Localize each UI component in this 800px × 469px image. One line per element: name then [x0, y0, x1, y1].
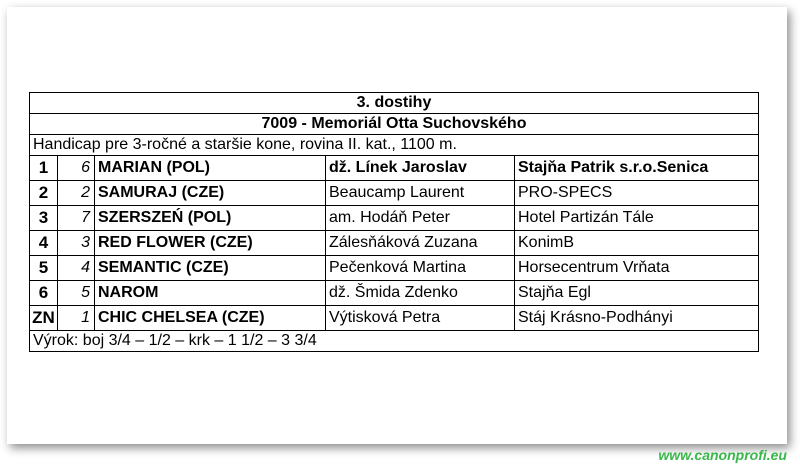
stable-name: PRO-SPECS — [515, 181, 759, 206]
placing: 6 — [30, 281, 58, 306]
jockey-name: dž. Šmida Zdenko — [326, 281, 515, 306]
placing: 2 — [30, 181, 58, 206]
placing: ZN — [30, 306, 58, 331]
stable-name: Stáj Krásno-Podhányi — [515, 306, 759, 331]
race-conditions: Handicap pre 3-ročné a staršie kone, rovina II. kat., 1100 m. — [30, 135, 759, 156]
horse-name: NAROM — [95, 281, 326, 306]
result-row — [30, 231, 759, 256]
verdict-row — [30, 331, 759, 352]
race-results-table — [29, 92, 759, 352]
stable-name: Horsecentrum Vrňata — [515, 256, 759, 281]
start-number: 6 — [58, 156, 95, 181]
jockey-name: Výtisková Petra — [326, 306, 515, 331]
horse-name: RED FLOWER (CZE) — [95, 231, 326, 256]
start-number: 7 — [58, 206, 95, 231]
horse-name: SEMANTIC (CZE) — [95, 256, 326, 281]
start-number: 3 — [58, 231, 95, 256]
jockey-name: dž. Línek Jaroslav — [326, 156, 515, 181]
horse-name: CHIC CHELSEA (CZE) — [95, 306, 326, 331]
race-title-row — [30, 93, 759, 114]
horse-name: MARIAN (POL) — [95, 156, 326, 181]
watermark: www.canonprofi.eu — [658, 447, 787, 463]
jockey-name: Pečenková Martina — [326, 256, 515, 281]
stable-name: KonimB — [515, 231, 759, 256]
race-conditions-row — [30, 135, 759, 156]
race-title: 3. dostihy — [30, 93, 759, 114]
jockey-name: am. Hodáň Peter — [326, 206, 515, 231]
result-row — [30, 181, 759, 206]
result-row — [30, 206, 759, 231]
horse-name: SAMURAJ (CZE) — [95, 181, 326, 206]
stable-name: Stajňa Patrik s.r.o.Senica — [515, 156, 759, 181]
placing: 3 — [30, 206, 58, 231]
start-number: 5 — [58, 281, 95, 306]
start-number: 2 — [58, 181, 95, 206]
result-row — [30, 156, 759, 181]
result-row — [30, 281, 759, 306]
start-number: 4 — [58, 256, 95, 281]
result-row — [30, 306, 759, 331]
race-name: 7009 - Memoriál Otta Suchovského — [30, 114, 759, 135]
jockey-name: Beaucamp Laurent — [326, 181, 515, 206]
result-row — [30, 256, 759, 281]
placing: 5 — [30, 256, 58, 281]
stable-name: Hotel Partizán Tále — [515, 206, 759, 231]
start-number: 1 — [58, 306, 95, 331]
jockey-name: Zálesňáková Zuzana — [326, 231, 515, 256]
stable-name: Stajňa Egl — [515, 281, 759, 306]
placing: 4 — [30, 231, 58, 256]
race-name-row — [30, 114, 759, 135]
race-verdict: Výrok: boj 3/4 – 1/2 – krk – 1 1/2 – 3 3/4 — [30, 331, 759, 352]
horse-name: SZERSZEŃ (POL) — [95, 206, 326, 231]
placing: 1 — [30, 156, 58, 181]
